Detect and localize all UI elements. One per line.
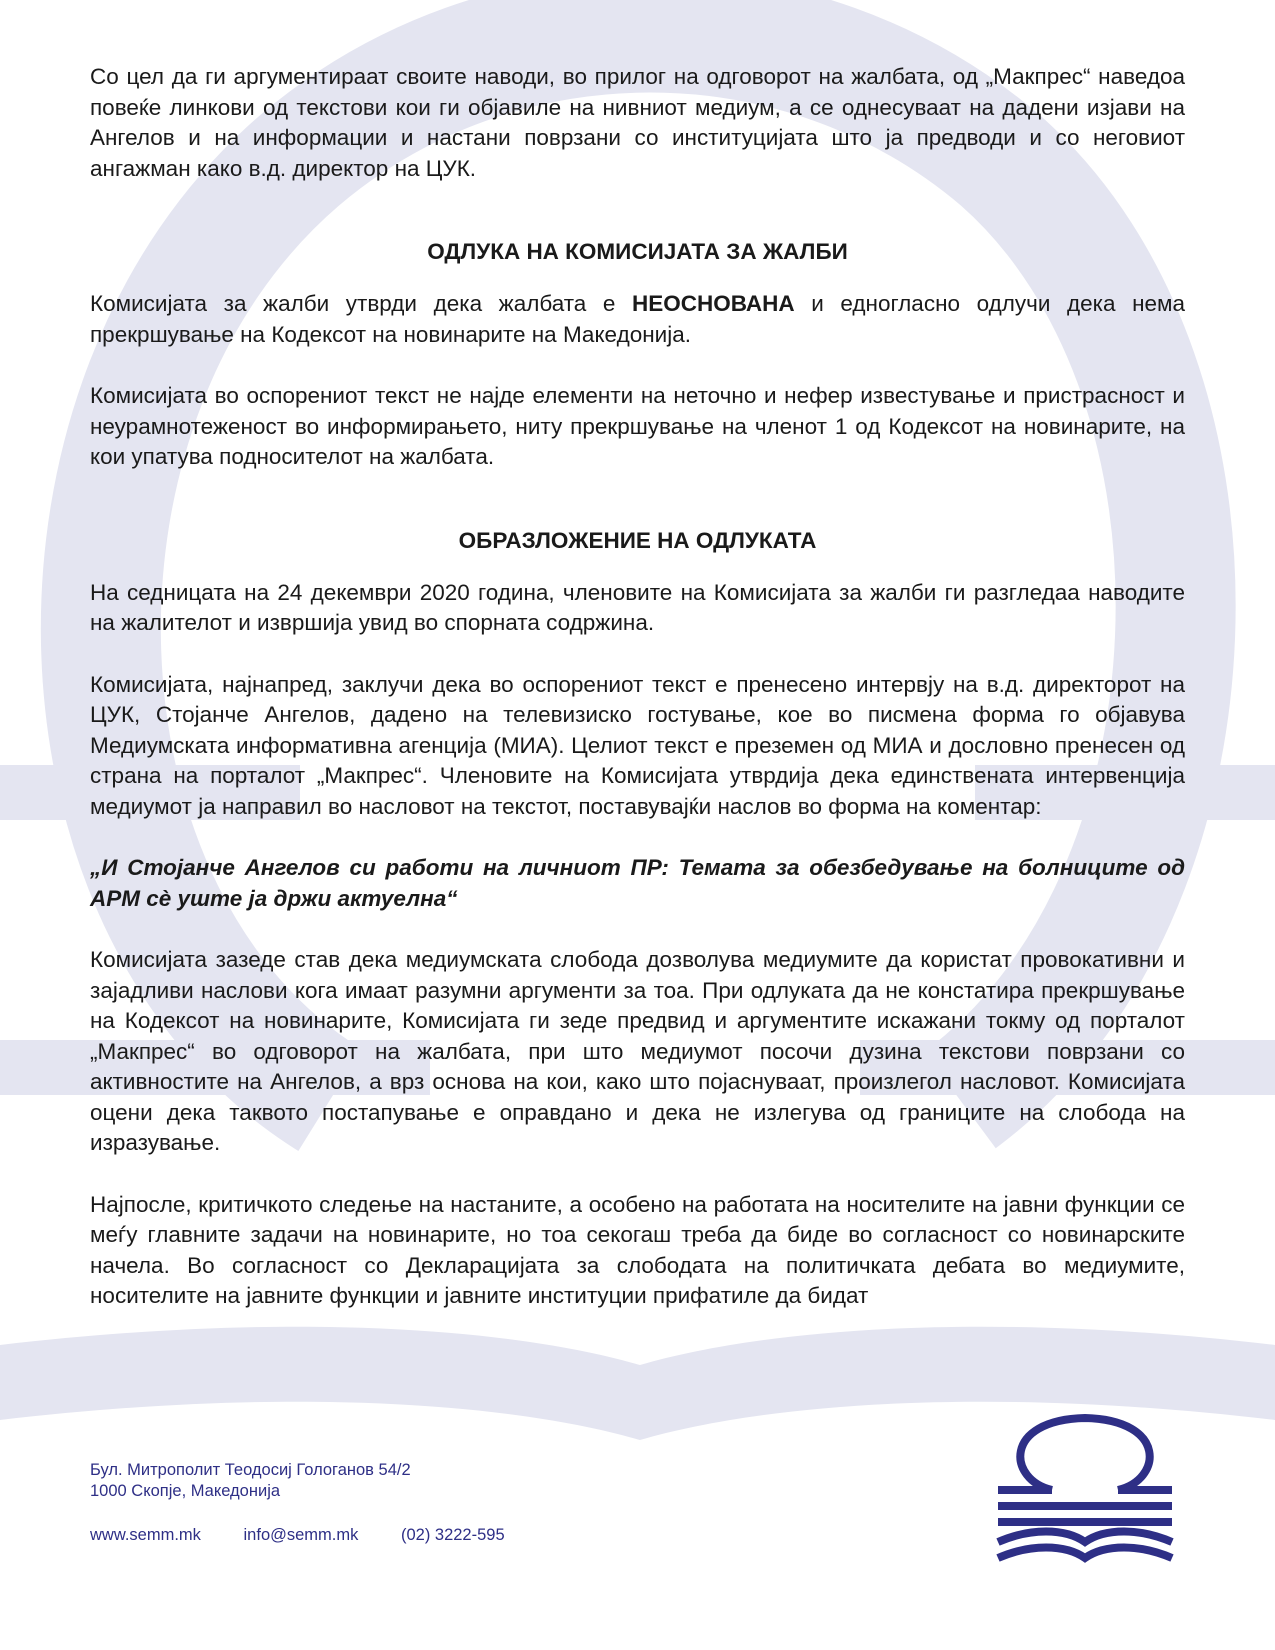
heading-decision: ОДЛУКА НА КОМИСИЈАТА ЗА ЖАЛБИ — [427, 239, 848, 264]
paragraph-critical-reporting: Најпосле, критичкото следење на настаните, а особено на работата на носителите на јавни функции се меѓу главните задачи на новинарите, но тоа секогаш треба да биде во согласност со новинарските начела. Во согласност со Декларацијата за слободата на политичката дебата во медиумите, носителите на јавните функции и јавните институции прифатиле да бидат — [90, 1191, 1185, 1308]
email-link[interactable]: info@semm.mk — [243, 1526, 359, 1544]
decision-text-start: Комисијата за жалби утврди дека жалбата е — [90, 291, 632, 316]
verdict-unfounded: НЕОСНОВАНА — [632, 291, 795, 316]
paragraph-interview: Комисијата, најнапред, заклучи дека во оспорениот текст е пренесено интервју на в.д. директорот на ЦУК, Стојанче Ангелов, дадено на телевизиско гостување, кое во писмена форма го објавува Медиумската информативна агенција (МИА). Целиот текст е преземен од МИА и дословно пренесен од страна на порталот „Макпрес“. Членовите на Комисијата утврдија дека единствената интервенција медиумот ја направил во насловот на текстот, поставувајќи наслов во форма на коментар: — [90, 671, 1185, 819]
footer-contact — [90, 1460, 543, 1546]
decision-text-end: и едногласно одлучи дека нема прекршување на Кодексот на новинарите на Македонија. — [90, 291, 1186, 347]
document-body — [90, 62, 1185, 1312]
quoted-headline: „И Стојанче Ангелов си работи на личниот ПР: Темата за обезбедување на болниците од АРМ сè уште ја држи актуелна“ — [90, 855, 1185, 911]
paragraph-decision — [90, 289, 1185, 350]
heading-reasoning: ОБРАЗЛОЖЕНИЕ НА ОДЛУКАТА — [458, 527, 817, 553]
paragraph-media-freedom: Комисијата зазеде став дека медиумската слобода дозволува медиумите да користат провокативни и зајадливи наслови кога имаат разумни аргументи за тоа. При одлуката да не констатира прекршување на Кодексот на новинарите, Комисијата ги зеде предвид и аргументите искажани токму од порталот „Макпрес“ во одговорот на жалбата, при што медиумот посочи дузина текстови поврзани со активностите на Ангелов, а врз основа на кои, како што појаснуваат, произлегол насловот. Комисијата оцени дека таквото постапување е оправдано и дека не излегува од границите на слобода на изразување. — [90, 947, 1185, 1155]
omega-book-logo — [990, 1410, 1180, 1565]
website-link[interactable]: www.semm.mk — [90, 1526, 201, 1544]
address-line-2: 1000 Скопје, Македонија — [90, 1482, 281, 1500]
address-line-1: Бул. Митрополит Теодосиј Гологанов 54/2 — [90, 1461, 411, 1479]
paragraph-findings: Комисијата во оспорениот текст не најде елементи на неточно и нефер известување и пристрасност и неурамнотеженост во информирањето, ниту прекршување на членот 1 од Кодексот на новинарите, на кои упатува подносителот на жалбата. — [90, 383, 1185, 469]
contact-links — [90, 1525, 543, 1546]
phone-number: (02) 3222-595 — [400, 1526, 505, 1544]
paragraph-arguments: Со цел да ги аргументираат своите наводи, во прилог на одговорот на жалбата, од „Макпрес“ наведоа повеќе линкови од текстови кои ги објавиле на нивниот медиум, а се однесуваат на дадени изјави на Ангелов и на информации и настани поврзани со институцијата што ја предводи и со неговиот ангажман како в.д. директор на ЦУК. — [90, 64, 1185, 181]
paragraph-session: На седницата на 24 декември 2020 година, членовите на Комисијата за жалби ги разгледаа наводите на жалителот и извршија увид во спорната содржина. — [90, 579, 1185, 635]
